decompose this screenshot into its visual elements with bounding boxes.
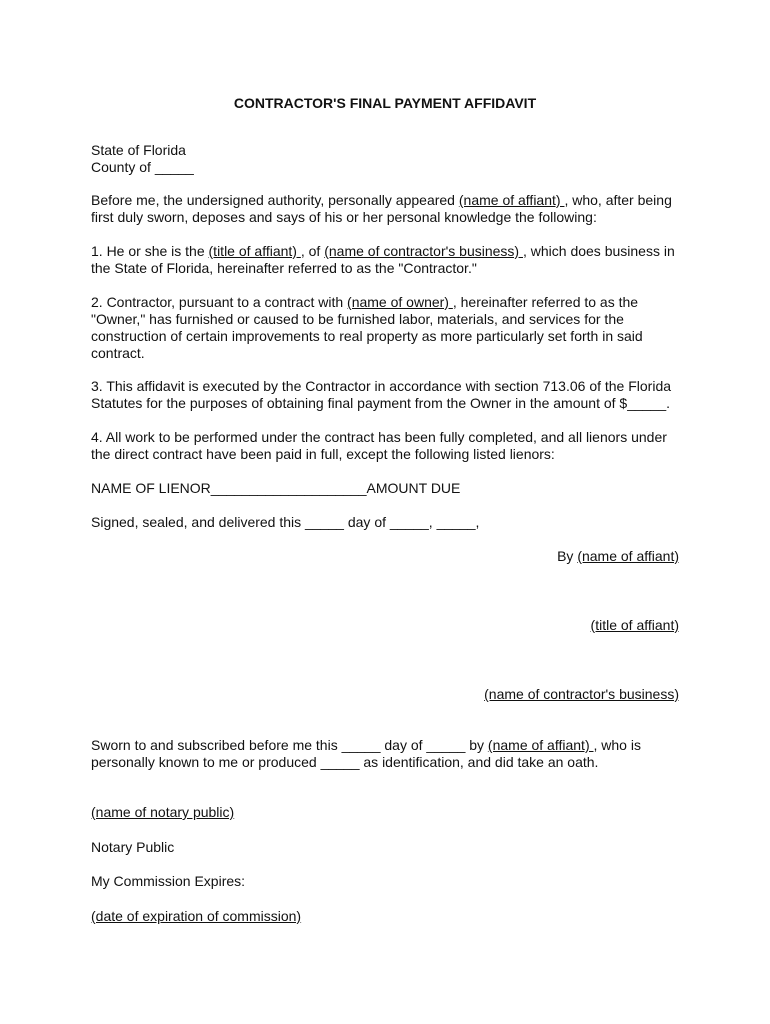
sworn-pre: Sworn to and subscribed before me this _____ day of _____ by: [91, 737, 488, 753]
commission-expires-label: My Commission Expires:: [91, 873, 246, 889]
venue-state: State of Florida: [91, 142, 186, 158]
signature-by-label: By: [557, 548, 578, 564]
item1-line-2: the State of Florida, hereinafter referred to as the "Contractor.": [91, 260, 477, 276]
item3-line-2: Statutes for the purposes of obtaining final payment from the Owner in the amount of $_____.: [91, 395, 671, 411]
lienor-row: NAME OF LIENOR____________________AMOUNT DUE: [91, 480, 461, 496]
document-title: CONTRACTOR'S FINAL PAYMENT AFFIDAVIT: [233, 95, 537, 111]
notary-name-field: (name of notary public): [91, 804, 235, 820]
item2-line-3: construction of certain improvements to real property as more particularly set forth in said: [91, 328, 643, 344]
intro-line-2: first duly sworn, deposes and says of his or her personal knowledge the following:: [91, 209, 597, 225]
item2-line-4: contract.: [91, 345, 145, 361]
item2-line-2: "Owner," has furnished or caused to be furnished labor, materials, and services for the: [91, 311, 624, 327]
sworn-line-1: [91, 737, 691, 754]
item3-line-1: 3. This affidavit is executed by the Contractor in accordance with section 713.06 of the Florida: [91, 378, 672, 394]
expiration-date-field: (date of expiration of commission): [91, 908, 302, 924]
owner-name-field: (name of owner): [347, 294, 453, 310]
intro-pre: Before me, the undersigned authority, personally appeared: [91, 192, 459, 208]
sworn-line-2: personally known to me or produced _____ as identification, and did take an oath.: [91, 754, 599, 770]
affiant-name-field: (name of affiant): [458, 192, 565, 208]
notary-public-label: Notary Public: [91, 839, 175, 855]
item2-post: , hereinafter referred to as the: [452, 294, 639, 310]
item1-line-1: [91, 243, 691, 260]
item1-mid: , of: [300, 243, 325, 259]
item1-post: , which does business in: [522, 243, 675, 259]
sworn-post: , who is: [593, 737, 641, 753]
affiant-title-field: (title of affiant): [208, 243, 301, 259]
item2-line-1: [91, 294, 691, 311]
intro-post: , who, after being: [564, 192, 672, 208]
signed-line: Signed, sealed, and delivered this _____ day of _____, _____,: [91, 514, 480, 530]
item4-line-2: the direct contract have been paid in full, except the following listed lienors:: [91, 446, 555, 462]
intro-line-1: [91, 192, 691, 209]
signature-affiant-field: (name of affiant): [577, 548, 679, 564]
signature-by-line: [557, 548, 679, 565]
expiration-line: [91, 908, 691, 925]
item2-pre: 2. Contractor, pursuant to a contract with: [91, 294, 348, 310]
notary-name-line: [91, 804, 691, 821]
contractor-business-field: (name of contractor's business): [324, 243, 523, 259]
item4-line-1: 4. All work to be performed under the contract has been fully completed, and all lienors under: [91, 429, 667, 445]
signature-title-field: (title of affiant): [590, 617, 679, 633]
signature-business-field: (name of contractor's business): [484, 686, 679, 702]
sworn-affiant-field: (name of affiant): [487, 737, 594, 753]
venue-county: County of _____: [91, 159, 194, 175]
item1-pre: 1. He or she is the: [91, 243, 209, 259]
